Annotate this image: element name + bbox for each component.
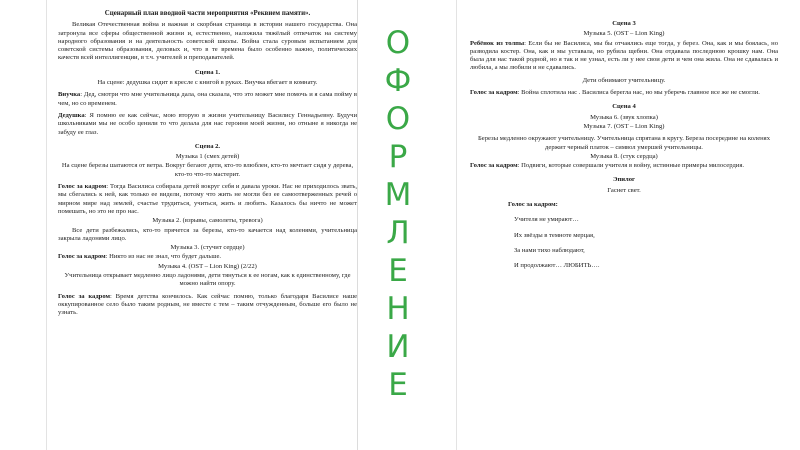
scene-heading: Сцена 1. [194, 68, 221, 76]
dialogue-line [470, 162, 778, 170]
stage-direction: Учительница открывает медленно лицо ладонями, дети тянуться к ее ногам, как к единственному, где можно найти опору. [64, 272, 351, 288]
speaker-name: Голос за кадром [58, 183, 107, 191]
left-page-edge [46, 0, 47, 450]
dialogue-line [470, 40, 778, 73]
banner-letter: Л [386, 215, 410, 251]
banner-letter: И [386, 329, 410, 365]
music-cue: Музыка 2. (взрывы, самолеты, тревога) [152, 217, 263, 225]
oformlenie-banner [372, 24, 424, 404]
stage-direction: Дети обнимают учительницу. [582, 76, 666, 84]
dialogue-line [58, 253, 357, 261]
music-cue: Музыка 7. (OST – Lion King) [583, 122, 665, 130]
right-page-edge [456, 0, 457, 450]
banner-letter: М [384, 177, 412, 213]
banner-letter: Е [388, 367, 408, 403]
banner-letter: Е [388, 253, 408, 289]
poem-line: Учителя не умирают… [514, 216, 579, 224]
speaker-name: Голос за кадром [470, 162, 518, 170]
music-cue: Музыка 1 (смех детей) [175, 153, 240, 161]
speaker-name: Голос за кадром [58, 292, 111, 300]
poem-line: За нами тихо наблюдают, [514, 246, 585, 254]
dialogue-text: : Дед, смотри что мне учительница дала, она сказала, что это может мне помочь и я сама пойму в чем, но со временем. [58, 91, 357, 107]
intro-paragraph: Великая Отечественная война и важная и скорбная страница в истории нашего государства. Она затронула все сферы общественной жизни и, естественно, наложила тяжёлый отпечаток на систему народного образования и на деятельность советской школы. Война стала суровым испытанием для советской системы образования, деловых и, что в те времена было особенно важно, политических качеств всей интеллигенции, в т.ч. учителей и преподавателей. [58, 21, 357, 62]
left-page [52, 0, 358, 450]
music-cue: Музыка 6. (звук хлопка) [590, 113, 658, 121]
speaker-name: Ребёнок из толпы [470, 39, 525, 47]
dialogue-line [58, 293, 357, 318]
dialogue-line [58, 183, 357, 216]
music-cue: Музыка 8. (стук сердца) [590, 152, 658, 160]
music-cue: Музыка 5. (OST – Lion King) [583, 30, 665, 38]
banner-letter: Н [386, 291, 410, 327]
dialogue-line [58, 112, 357, 137]
banner-letter: Р [388, 139, 408, 175]
poem-line: Их звёзды в темноте мерцая, [514, 231, 595, 239]
stage-direction: Гаснет свет. [607, 186, 641, 194]
dialogue-line [58, 91, 357, 108]
speaker-name: Дедушка [58, 111, 85, 119]
speaker-name: Голос за кадром [58, 253, 106, 261]
stage-direction: Все дети разбежались, кто-то прячется за березы, кто-то качается над коленями, учительница закрыла ладонями лицо. [58, 226, 357, 242]
stage-direction: Березы медленно окружают учительницу. Учительница спрятана в кругу. Береза посередине на коленях держит черный платок – символ умершей учительницы. [478, 135, 770, 151]
dialogue-text: : Подвиги, которые совершали учителя в войну, истинные примеры милосердия. [517, 162, 745, 170]
scene-heading: Сцена 3 [612, 20, 636, 27]
banner-letter: О [385, 25, 411, 61]
dialogue-text: : Я помню ее как сейчас, мою вторую в жизни учительницу Василису Геннадьевну. Будучи школьниками мы не особо ценили то что делала для нас героиня моей жизни, но отныне я никогда не забуду ее глаз. [58, 111, 357, 136]
banner-letter: Ф [384, 63, 412, 99]
right-page [462, 0, 778, 450]
music-cue: Музыка 4. (OST – Lion King) (2/22) [158, 262, 257, 270]
scene-heading: Сцена 4 [612, 103, 636, 111]
stage-direction: На сцене березы шатаются от ветра. Вокруг бегают дети, кто-то влюблен, кто-то мечтает сидя у дерева, кто-то что-то мастерит. [61, 162, 354, 178]
dialogue-text: : Война сплотила нас . Василиса берегла нас, но мы уберечь главное все же не смогли. [517, 89, 760, 97]
scene-heading: Сцена 2. [194, 142, 221, 150]
stage-direction: На сцене: дедушка сидит в кресле с книгой в руках. Внучка вбегает в комнату. [97, 79, 318, 87]
poem-line: И продолжают… ЛЮБИТЬ…. [514, 262, 600, 270]
dialogue-text: : Никто из нас не знал, что будет дальше. [105, 253, 222, 261]
poem [508, 201, 778, 270]
speaker-name: Внучка [58, 91, 81, 99]
banner-letter: О [385, 101, 411, 137]
dialogue-text: : Тогда Василиса собирала детей вокруг себя и давала уроки. Нас не приходилось звать, мы сбегались к ней, как только ее видели, потому что жить не могли без ее самоотверженных речей о мирном мире над землей, счастье трудиться, учиться, жить и любить. Казалось бы ничто не может помешать, но это не про нас. [58, 183, 357, 215]
dialogue-text: : Если бы не Василиса, мы бы отчаялись еще тогда, у берез. Она, как и мы боялась, но разводила костер. Она, как и мы уставала, но рубила щебни. Она отдавала последнюю крошку нам. Она была для нас такой родной, но я так и не узнал, есть ли у нее свои дети и чем она жила. Она не сдавалась и любила, а мы любили и не сдавались. [470, 39, 778, 72]
poem-speaker: Голос за кадром: [508, 201, 558, 209]
dialogue-text: : Время детства кончилось. Как сейчас помню, только благодаря Василисе наше оккупированное село было таким родным, не вместе с тем – таким отчужденным, больше его было не узнать. [58, 292, 357, 317]
dialogue-line [470, 89, 778, 97]
speaker-name: Голос за кадром [470, 89, 518, 97]
document-title: Сценарный план вводной части мероприятия «Реквием памяти». [104, 10, 311, 17]
epilogue-heading: Эпилог [612, 176, 636, 184]
music-cue: Музыка 3. (стучит сердце) [170, 244, 245, 252]
